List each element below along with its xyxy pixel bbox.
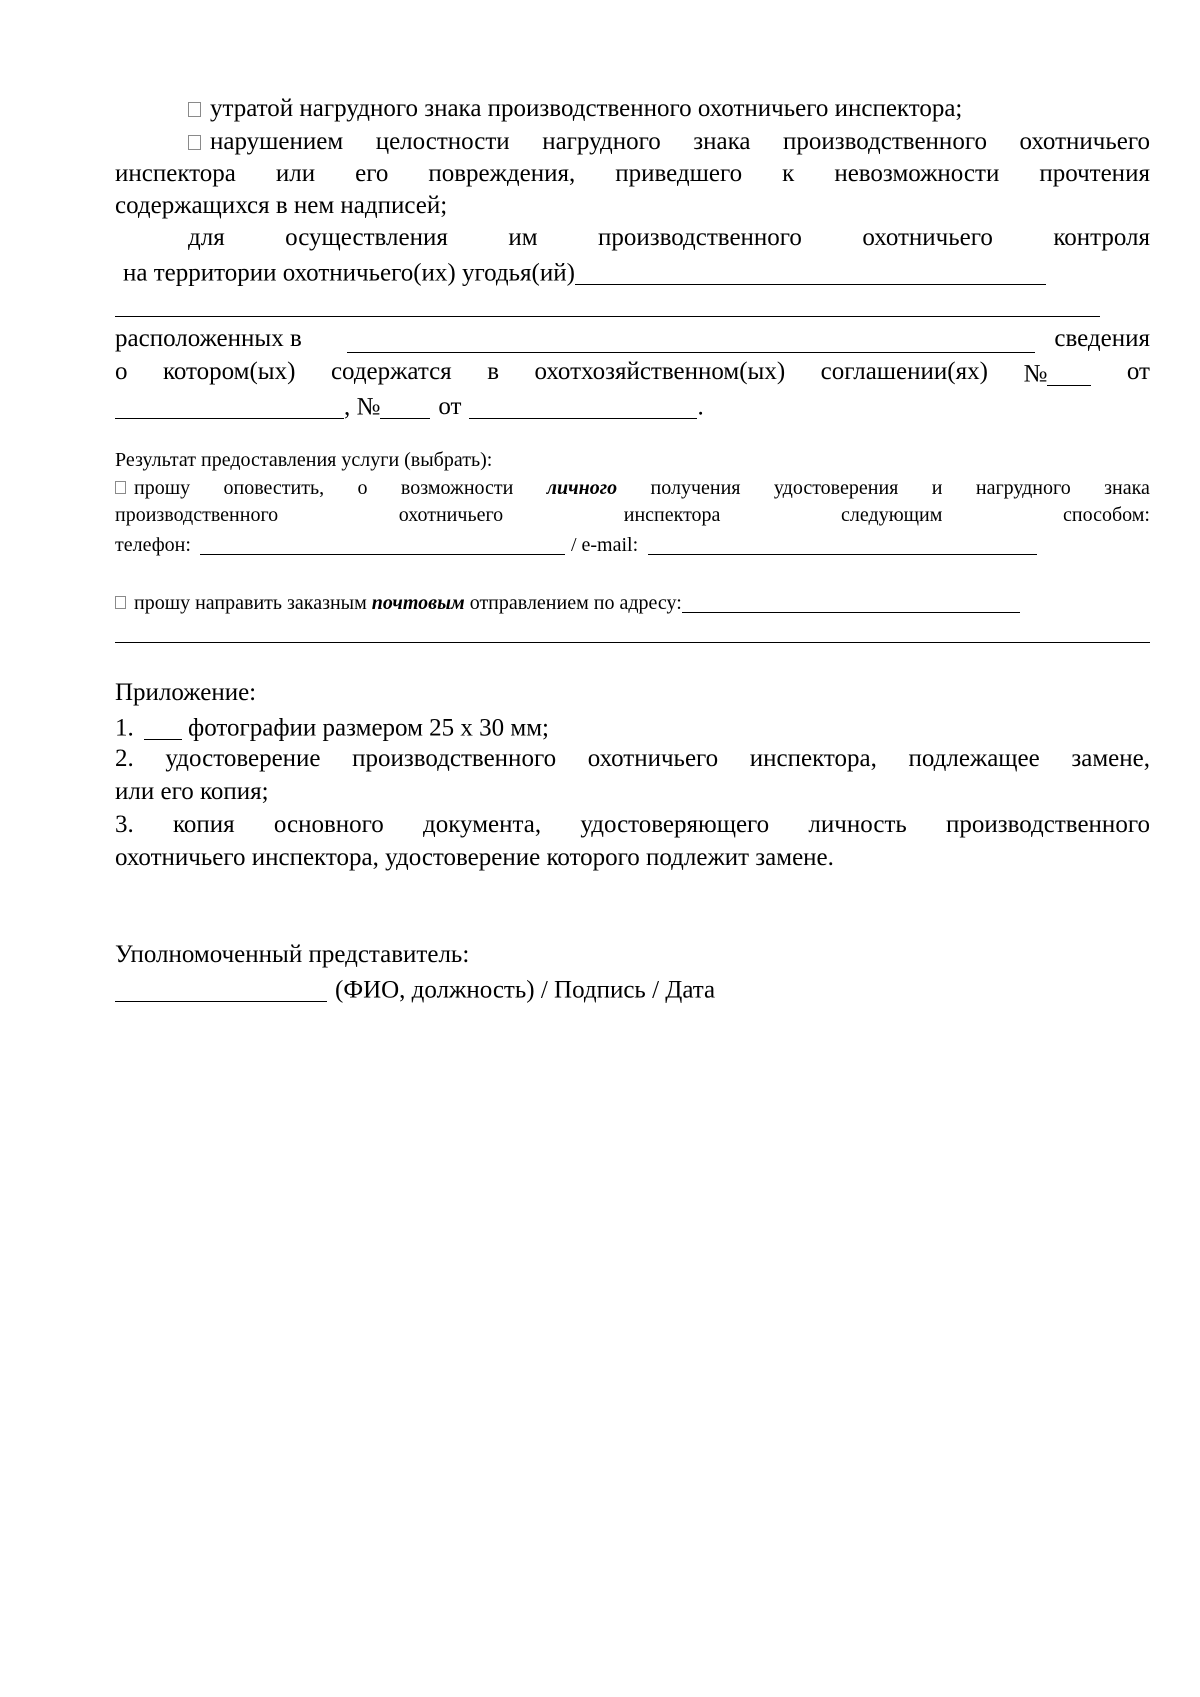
- signature-blank[interactable]: [115, 975, 327, 1002]
- signature-caption: (ФИО, должность) / Подпись / Дата: [335, 976, 716, 1004]
- reason-loss-text: утратой нагрудного знака производственного охотничьего инспектора;: [210, 95, 963, 122]
- signature-heading: Уполномоченный представитель:: [115, 941, 470, 968]
- territory-blank-continuation[interactable]: [115, 316, 1100, 317]
- photo-count-blank[interactable]: [144, 713, 182, 740]
- phone-label: телефон:: [115, 534, 191, 556]
- located-in-label: расположенных в: [115, 325, 302, 352]
- reason-damage-line-3: содержащихся в нем надписей;: [115, 192, 448, 219]
- reason-loss-line: [188, 96, 962, 121]
- purpose-line-2: [123, 258, 1046, 285]
- phone-field[interactable]: [200, 533, 565, 555]
- mail-delivery-checkbox[interactable]: [115, 596, 126, 609]
- info-label: сведения: [1054, 325, 1150, 352]
- reason-loss-checkbox[interactable]: [188, 102, 201, 117]
- attachment-item-3-line-1: 3. копия основного документа, удостоверяющего личность производственного: [115, 811, 1150, 838]
- attachment-item-1: 1. фотографии размером 25 x 30 мм;: [115, 714, 549, 742]
- territory-blank[interactable]: [575, 258, 1046, 285]
- purpose-line-5: , № от .: [115, 392, 704, 419]
- attachments-heading: Приложение:: [115, 679, 257, 706]
- notify-personal-checkbox[interactable]: [115, 481, 126, 494]
- result-notify-line-2: производственного охотничьего инспектора следующим способом:: [115, 504, 1150, 526]
- purpose-line-4: о котором(ых) содержатся в охотхозяйственном(ых) соглашении(ях) № от: [115, 358, 1150, 388]
- email-field[interactable]: [648, 533, 1037, 555]
- signature-line: [115, 975, 715, 1002]
- result-notify-line-1: прошу оповестить, о возможности личного получения удостоверения и нагрудного знака: [115, 478, 1150, 498]
- agreement-number-blank[interactable]: [1047, 359, 1091, 386]
- purpose-line-3: [115, 326, 1150, 351]
- result-mail-line: прошу направить заказным почтовым отправлением по адресу:: [115, 591, 1020, 613]
- purpose-line-1: для осуществления им производственного охотничьего контроля: [188, 224, 1150, 251]
- email-label: / e-mail:: [570, 534, 639, 556]
- address-field-continuation[interactable]: [115, 642, 1150, 643]
- address-field[interactable]: [682, 591, 1020, 613]
- reason-damage-line-2: инспектора или его повреждения, приведшего к невозможности прочтения: [115, 160, 1150, 187]
- result-contact-line: [115, 533, 1037, 555]
- reason-damage-line-1: нарушением целостности нагрудного знака производственного охотничьего: [188, 129, 1150, 154]
- agreement-date-2-blank[interactable]: [469, 392, 697, 419]
- attachment-item-3-line-2: охотничьего инспектора, удостоверение которого подлежит замене.: [115, 844, 834, 871]
- agreement-date-blank[interactable]: [115, 392, 344, 419]
- reason-damage-checkbox[interactable]: [188, 135, 201, 150]
- location-blank[interactable]: [347, 326, 1035, 353]
- agreement-number-2-blank[interactable]: [380, 392, 430, 419]
- attachment-item-2-line-2: или его копия;: [115, 778, 269, 805]
- territory-label: на территории охотничьего(их) угодья(ий): [123, 259, 575, 287]
- result-heading: Результат предоставления услуги (выбрать):: [115, 449, 493, 471]
- attachment-item-2-line-1: 2. удостоверение производственного охотничьего инспектора, подлежащее замене,: [115, 745, 1150, 772]
